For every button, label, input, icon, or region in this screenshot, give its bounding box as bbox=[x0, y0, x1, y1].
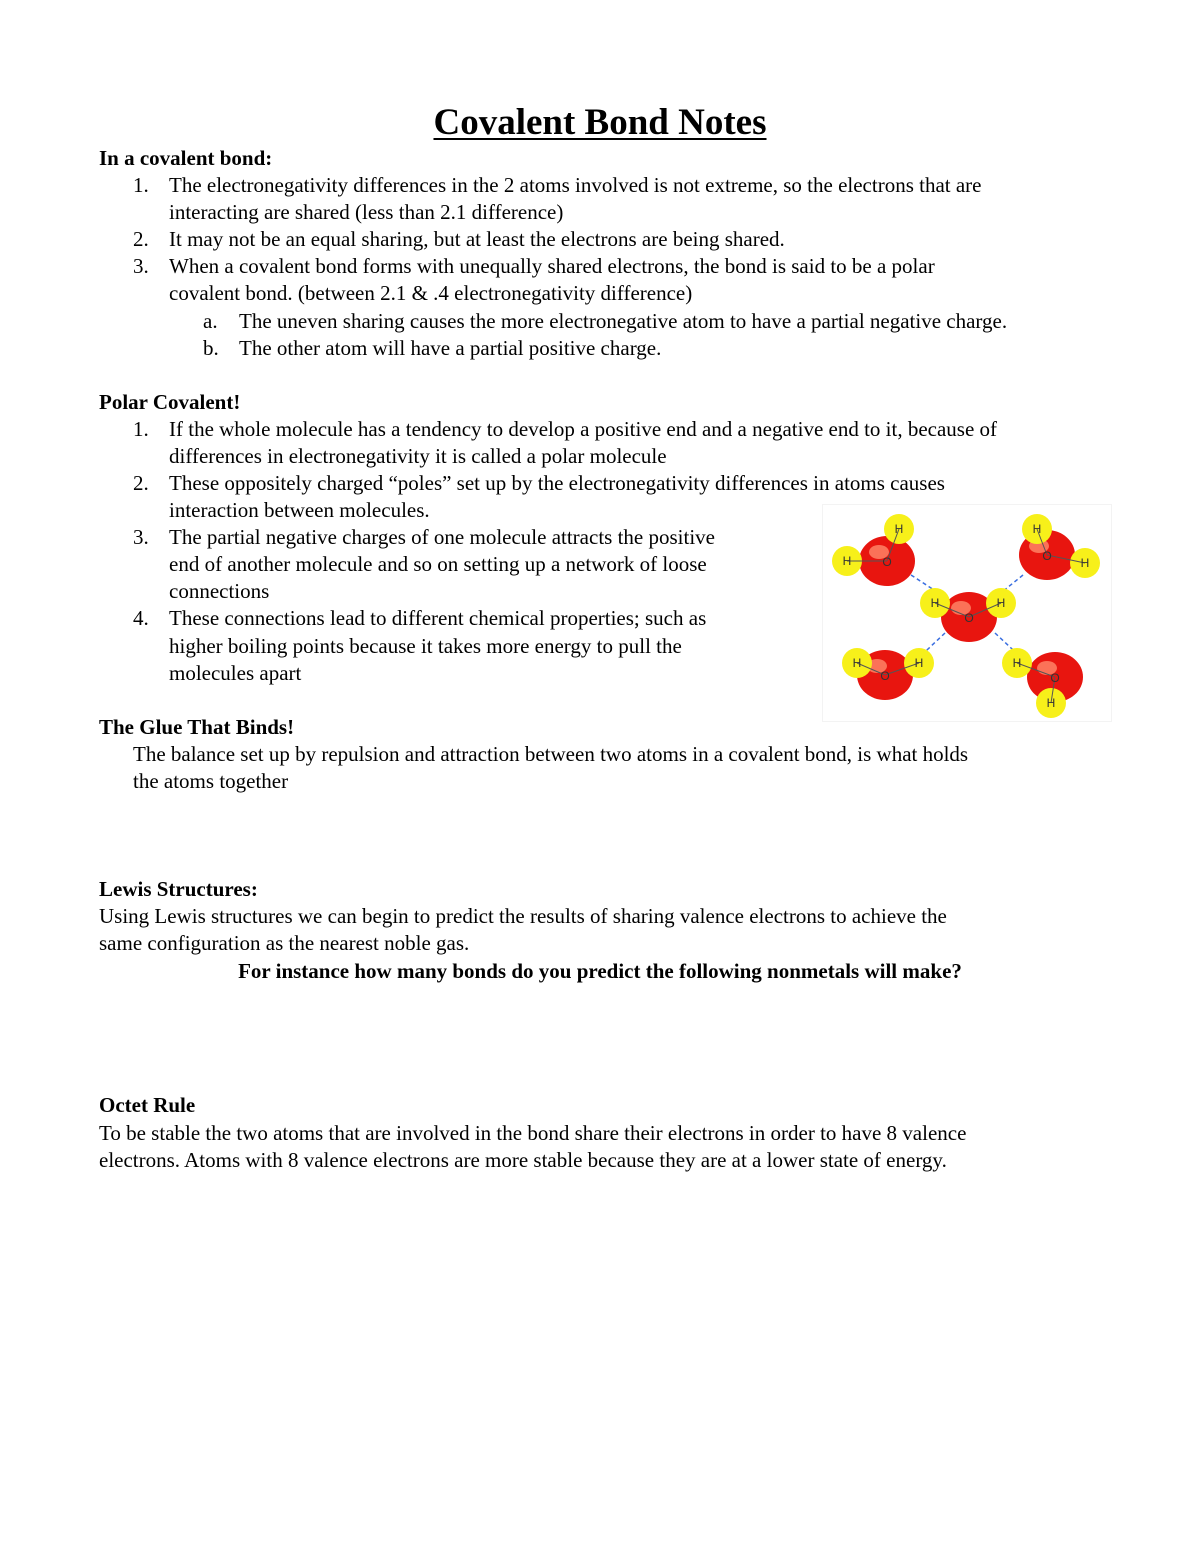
section-heading-lewis-structures: Lewis Structures: bbox=[99, 877, 258, 901]
list-text: When a covalent bond forms with unequally shared electrons, the bond is said to be a polar bbox=[169, 254, 935, 278]
list-number: 2. bbox=[133, 227, 149, 251]
hydrogen-label: H bbox=[914, 656, 924, 670]
sub-list-letter: a. bbox=[203, 309, 218, 333]
paragraph-line: electrons. Atoms with 8 valence electrons are more stable because they are at a lower state of energy. bbox=[99, 1148, 947, 1172]
oxygen-label: O bbox=[964, 611, 974, 625]
section-heading-glue: The Glue That Binds! bbox=[99, 715, 295, 739]
section-heading-octet-rule: Octet Rule bbox=[99, 1093, 196, 1117]
hydrogen-label: H bbox=[1012, 656, 1022, 670]
oxygen-label: O bbox=[880, 669, 890, 683]
hydrogen-label: H bbox=[894, 522, 904, 536]
section-heading-covalent-bond: In a covalent bond: bbox=[99, 146, 273, 170]
list-text: These connections lead to different chemical properties; such as bbox=[169, 606, 707, 630]
hydrogen-label: H bbox=[1080, 556, 1090, 570]
paragraph-line: The balance set up by repulsion and attraction between two atoms in a covalent bond, is what holds bbox=[133, 742, 969, 766]
list-text: If the whole molecule has a tendency to develop a positive end and a negative end to it, because of bbox=[169, 417, 998, 441]
sub-list-letter: b. bbox=[203, 336, 219, 360]
hydrogen-label: H bbox=[930, 596, 940, 610]
water-molecule-network-figure bbox=[822, 504, 1112, 722]
oxygen-label: O bbox=[1042, 549, 1052, 563]
list-number: 1. bbox=[133, 173, 149, 197]
list-text: interaction between molecules. bbox=[169, 498, 430, 522]
list-text: differences in electronegativity it is called a polar molecule bbox=[169, 444, 667, 468]
hydrogen-label: H bbox=[842, 554, 852, 568]
list-text: The electronegativity differences in the 2 atoms involved is not extreme, so the electrons that are bbox=[169, 173, 982, 197]
oxygen-label: O bbox=[1050, 671, 1060, 685]
list-text: covalent bond. (between 2.1 & .4 electronegativity difference) bbox=[169, 281, 693, 305]
list-number: 2. bbox=[133, 471, 149, 495]
list-text: connections bbox=[169, 579, 270, 603]
sub-list-text: The other atom will have a partial positive charge. bbox=[239, 336, 662, 360]
paragraph-line: the atoms together bbox=[133, 769, 289, 793]
oxygen-label: O bbox=[882, 555, 892, 569]
list-number: 1. bbox=[133, 417, 149, 441]
list-text: The partial negative charges of one molecule attracts the positive bbox=[169, 525, 715, 549]
page-title: Covalent Bond Notes bbox=[433, 102, 767, 143]
hydrogen-label: H bbox=[1046, 696, 1056, 710]
list-number: 3. bbox=[133, 254, 149, 278]
list-text: end of another molecule and so on setting up a network of loose bbox=[169, 552, 707, 576]
section-heading-polar-covalent: Polar Covalent! bbox=[99, 390, 241, 414]
hydrogen-label: H bbox=[852, 656, 862, 670]
paragraph-line: To be stable the two atoms that are involved in the bond share their electrons in order to have 8 valence bbox=[99, 1121, 967, 1145]
paragraph-line: Using Lewis structures we can begin to predict the results of sharing valence electrons to achieve the bbox=[99, 904, 947, 928]
list-text: It may not be an equal sharing, but at least the electrons are being shared. bbox=[169, 227, 785, 251]
list-text: These oppositely charged “poles” set up by the electronegativity differences in atoms causes bbox=[169, 471, 945, 495]
sub-list-text: The uneven sharing causes the more electronegative atom to have a partial negative charge. bbox=[239, 309, 1008, 333]
water-molecule-network-svg bbox=[823, 505, 1111, 721]
hydrogen-label: H bbox=[996, 596, 1006, 610]
hydrogen-label: H bbox=[1032, 522, 1042, 536]
list-number: 3. bbox=[133, 525, 149, 549]
list-number: 4. bbox=[133, 606, 149, 630]
list-text: higher boiling points because it takes more energy to pull the bbox=[169, 634, 682, 658]
question-prompt: For instance how many bonds do you predict the following nonmetals will make? bbox=[238, 959, 962, 983]
paragraph-line: same configuration as the nearest noble gas. bbox=[99, 931, 470, 955]
list-text: molecules apart bbox=[169, 661, 302, 685]
list-text: interacting are shared (less than 2.1 difference) bbox=[169, 200, 564, 224]
